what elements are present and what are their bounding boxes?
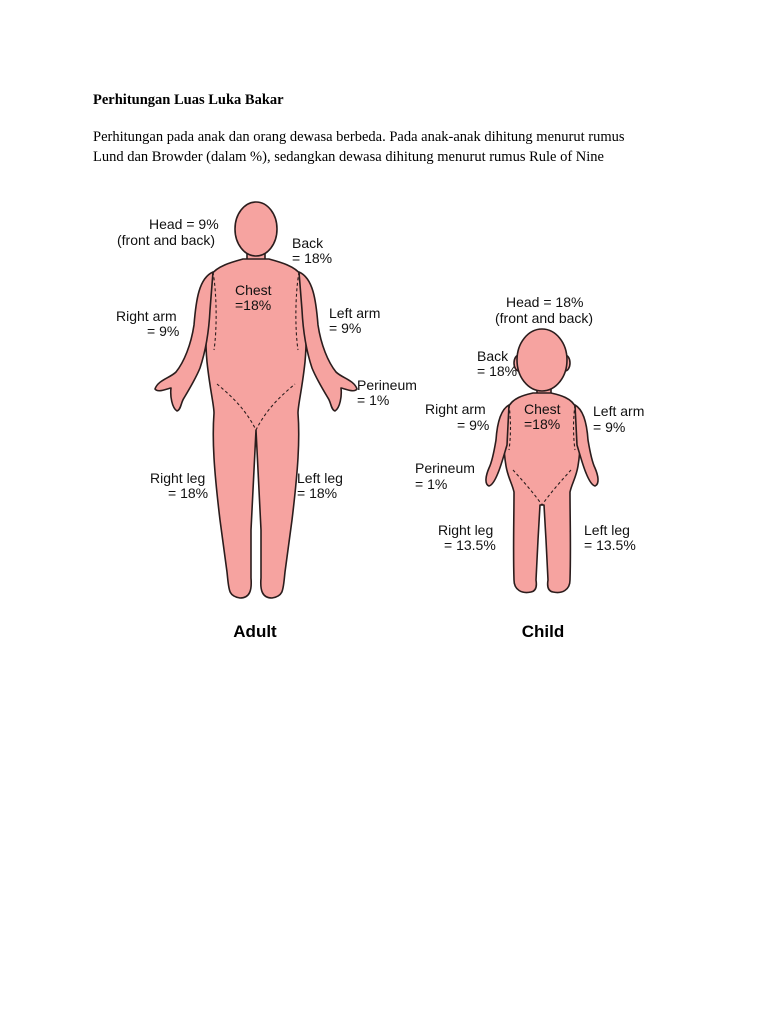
adult-chest-label: Chest bbox=[235, 282, 272, 298]
adult-head-label: Head = 9% bbox=[149, 216, 219, 232]
adult-left-leg-label: Left leg bbox=[297, 470, 343, 486]
child-chest-value: =18% bbox=[524, 416, 561, 432]
paragraph-line-1: Perhitungan pada anak dan orang dewasa berbeda. Pada anak-anak dihitung menurut rumus bbox=[93, 129, 625, 145]
child-left-leg-value: = 13.5% bbox=[584, 537, 636, 553]
child-left-leg-label: Left leg bbox=[584, 522, 630, 538]
adult-perineum-value: = 1% bbox=[357, 392, 390, 408]
child-chest-label: Chest bbox=[524, 401, 561, 417]
child-head-label: Head = 18% bbox=[506, 294, 584, 310]
adult-perineum-label: Perineum bbox=[357, 377, 417, 393]
child-left-arm-label: Left arm bbox=[593, 403, 645, 419]
child-caption: Child bbox=[521, 622, 565, 641]
adult-right-arm-value: = 9% bbox=[147, 323, 180, 339]
adult-left-arm-label: Left arm bbox=[329, 305, 381, 321]
child-right-arm-label: Right arm bbox=[425, 401, 486, 417]
adult-left-leg-value: = 18% bbox=[297, 485, 338, 501]
adult-head-note: (front and back) bbox=[117, 232, 216, 248]
child-back-value: = 18% bbox=[477, 363, 518, 379]
child-right-arm-value: = 9% bbox=[457, 417, 490, 433]
child-right-leg-value: = 13.5% bbox=[444, 537, 496, 553]
document-title: Perhitungan Luas Luka Bakar bbox=[93, 92, 284, 108]
adult-right-arm-label: Right arm bbox=[116, 308, 177, 324]
adult-back-label: Back bbox=[292, 235, 324, 251]
paragraph-line-2: Lund dan Browder (dalam %), sedangkan dewasa dihitung menurut rumus Rule of Nine bbox=[93, 149, 604, 165]
adult-right-leg-label: Right leg bbox=[150, 470, 206, 486]
adult-caption: Adult bbox=[233, 622, 277, 641]
child-left-arm-value: = 9% bbox=[593, 419, 626, 435]
adult-left-arm-value: = 9% bbox=[329, 320, 362, 336]
child-perineum-value: = 1% bbox=[415, 476, 448, 492]
child-head-note: (front and back) bbox=[495, 310, 594, 326]
child-right-leg-label: Right leg bbox=[438, 522, 494, 538]
child-perineum-label: Perineum bbox=[415, 460, 475, 476]
adult-right-leg-value: = 18% bbox=[168, 485, 209, 501]
adult-chest-value: =18% bbox=[235, 297, 272, 313]
child-back-label: Back bbox=[477, 348, 509, 364]
adult-back-value: = 18% bbox=[292, 250, 333, 266]
